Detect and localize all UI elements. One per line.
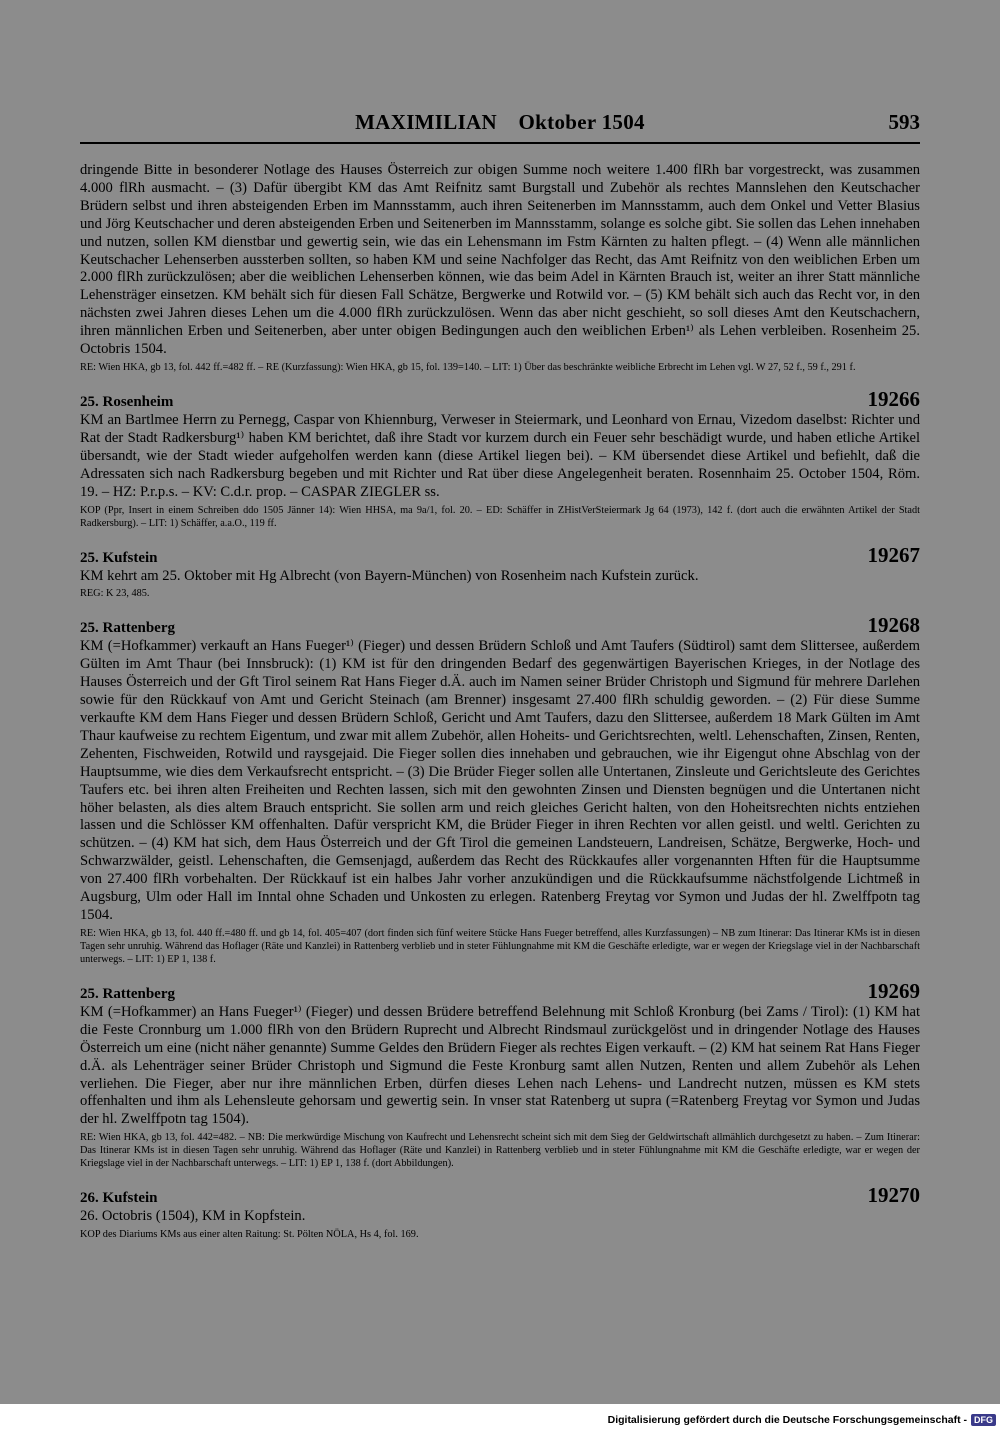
entry-heading xyxy=(80,387,920,412)
entry-heading xyxy=(80,613,920,638)
entry-place: 25. Rattenberg xyxy=(80,985,175,1002)
entry-text: KM (=Hofkammer) verkauft an Hans Fueger¹⁾ (Fieger) und dessen Brüdern Schloß und Amt Taufers (Südtirol) samt dem Slittersee, außerdem Gülten im Amt Thaur (bei Innsbruck): (1) KM ist für den dringenden Bedarf des gegenwärtigen Bayerischen Krieges, in der Notlage des Hauses Österreich und der Gft Tirol seinem Rat Hans Fieger d.Ä. auch im Namen seiner Brüder Christoph und Sigmund für mehrere Darlehen sowie für den Rückkauf von Amt und Gericht Steinach (am Brenner) insgesamt 27.400 flRh schuldig geworden. – (2) Für diese Summe verkaufte KM dem Hans Fieger und dessen Brüdern Schloß, Gericht und Amt Taufers, dazu den Slittersee, außerdem 18 Mark Gülten im Amt Thaur kaufweise zu rechtem Eigentum, und zwar mit allem Zubehör, allen Hoheits- und Gerichtsrechten, weltl. Lehenschaften, Zinsen, Renten, Zehenten, Fischweiden, Rotwild und raysgejaid. Die Fieger sollen dies innehaben und gebrauchen, wie ihr Eigengut ohne Abschlag von der Hauptsumme, wie dies dem Verkaufsrecht entspricht. – (3) Die Brüder Fieger sollen alle Untertanen, Zinsleute und Gerichtsleute des Gerichtes Taufers etc. bei ihren alten Freiheiten und Rechten lassen, sich mit den gewohnten Zinsen und Diensten begnügen und die Untertanen nicht höher belasten, als dies altem Brauch entspricht. Sie sollen arm und reich gleiches Gericht halten, von den Hoheitsrechten nichts entziehen lassen und die Schlösser KM offenhalten. Dafür verspricht KM, die Brüder Fieger in ihren Rechten vor allen geistl. und weltl. Gerichten zu schützen. – (4) KM hat sich, dem Haus Österreich und der Gft Tirol die gemeinen Landsteuern, Landreisen, Schätze, Bergwerke, Hoch- und Schwarzwälder, geistl. Lehenschaften, die Gemsenjagd, außerdem das Recht des Rückkaufes aller vorgenannten Hften für die Hauptsumme von 27.400 flRh vorbehalten. Der Rückkauf ist ein halbes Jahr vorher anzukündigen und die Rückkaufsumme nächstfolgende Lichtmeß in Augsburg, Ulm oder Hall im Inntal ohne Schaden und Unkosten zu erlegen. Ratenberg Freytag vor Symon und Judas der hl. Zwelffpotn tag 1504. xyxy=(80,638,920,923)
intro-continuation xyxy=(80,162,920,374)
intro-note: RE: Wien HKA, gb 13, fol. 442 ff.=482 ff. – RE (Kurzfassung): Wien HKA, gb 15, fol. 139=140. – LIT: 1) Über das beschränkte weibliche Erbrecht im Lehen vgl. W 27, 52 f., 59 f., 291 f. xyxy=(80,361,856,373)
entry-19270 xyxy=(80,1183,920,1241)
page-content xyxy=(80,162,920,1241)
entry-note: RE: Wien HKA, gb 13, fol. 442=482. – NB: Die merkwürdige Mischung von Kaufrecht und Lehensrecht scheint sich mit dem Sieg der Geldwirtschaft allmählich durchgesetzt zu haben. – Zum Itinerar: Das Itinerar KMs ist in diesen Tagen sehr unruhig. Während das Hoflager (Räte und Kanzlei) in Rattenberg verblieb und in steter Fühlungnahme mit KM die Geschäfte erledigte, war er wegen der Kriegslage viel in der Nachbarschaft unterwegs. – LIT: 1) EP 1, 138 f. (dort Abbildungen). xyxy=(80,1132,920,1170)
entry-text: KM (=Hofkammer) an Hans Fueger¹⁾ (Fieger) und dessen Brüdere betreffend Belehnung mit Schloß Kronburg (bei Zams / Tirol): (1) KM hat die Feste Cronnburg um 1.000 flRh von den Brüdern Ruprecht und Albrecht Rindsmaul zurückgelöst und in dringender Notlage des Hauses Österreich um eine (nicht näher genannte) Summe Geldes den Brüdern Fieger als rechtes Eigen verkauft. – (2) KM hat seinem Rat Hans Fieger d.Ä. als Lehenträger seiner Brüder Christoph und Sigmund die Feste Kronburg samt allen Nutzen, Renten und allem Zubehör als Lehen verliehen. Die Fieger, aber nur ihre männlichen Erben, dürfen dieses Lehen nach Lehens- und Landrecht nutzen, müssen es KM stets offenhalten und ihm als Lehensleute gehorsam und gewertig sein. In vnser stat Ratenberg ut supra (=Ratenberg Freytag vor Symon und Judas der hl. Zwelffpotn tag 1504). xyxy=(80,1003,920,1128)
page-number: 593 xyxy=(888,110,920,134)
header-name: MAXIMILIAN xyxy=(355,110,497,134)
entry-19267 xyxy=(80,543,920,601)
entry-note: KOP des Diariums KMs aus einer alten Raitung: St. Pölten NÖLA, Hs 4, fol. 169. xyxy=(80,1229,419,1241)
dfg-logo-icon: DFG xyxy=(971,1414,996,1426)
header-date: Oktober 1504 xyxy=(518,110,645,134)
entry-text: KM an Bartlmee Herrn zu Pernegg, Caspar von Khiennburg, Verweser in Steiermark, und Leonhard von Ernau, Vizedom daselbst: Richter und Rat der Stadt Radkersburg¹⁾ haben KM berichtet, daß ihre Stadt vor kurzem durch ein Feuer sehr beschädigt wurde, und haben etliche Artikel übersandt, wie der Stadt wieder aufgeholfen werden kann (diese Artikel liegen bei). – KM übersendet diese Artikel und befiehlt, daß die Adressaten sich nach Radkersburg begeben und mit Richter und Rat über diese Angelegenheit beraten. Rosennhaim 25. October 1504, Röm. 19. – HZ: P.r.p.s. – KV: C.d.r. prop. – CASPAR ZIEGLER ss. xyxy=(80,411,920,500)
entry-number: 19266 xyxy=(867,386,920,411)
entry-number: 19268 xyxy=(867,613,920,638)
entry-19268 xyxy=(80,613,920,966)
running-header xyxy=(80,110,920,144)
entry-number: 19267 xyxy=(867,542,920,567)
running-title xyxy=(80,110,920,135)
entry-note: KOP (Ppr, Insert in einem Schreiben ddo 1505 Jänner 14): Wien HHSA, ma 9a/1, fol. 20. – ED: Schäffer in ZHistVerSteiermark Jg 64 (1973), 142 f. (dort auch die erwähnten Artikel der Stadt Radkersburg). – LIT: 1) Schäffer, a.a.O., 119 ff. xyxy=(80,504,920,529)
entry-place: 25. Rattenberg xyxy=(80,620,175,637)
entry-number: 19269 xyxy=(867,978,920,1003)
entry-note: REG: K 23, 485. xyxy=(80,588,150,600)
entry-heading xyxy=(80,979,920,1004)
entry-note: RE: Wien HKA, gb 13, fol. 440 ff.=480 ff. und gb 14, fol. 405=407 (dort finden sich fünf weitere Stücke Hans Fueger betreffend, alles Kurzfassungen) – NB zum Itinerar: Das Itinerar KMs ist in diesen Tagen sehr unruhig. Während das Hoflager (Räte und Kanzlei) in Rattenberg verblieb und in steter Fühlungnahme mit KM die Geschäfte erledigte, war er wegen der Kriegslage viel in der Nachbarschaft unterwegs. – LIT: 1) EP 1, 138 f. xyxy=(80,927,920,965)
entry-place: 26. Kufstein xyxy=(80,1190,158,1207)
footer-text: Digitalisierung gefördert durch die Deutsche Forschungsgemeinschaft - xyxy=(607,1414,967,1426)
entry-heading xyxy=(80,543,920,568)
funding-footer xyxy=(608,1414,996,1426)
entry-heading xyxy=(80,1183,920,1208)
entry-place: 25. Rosenheim xyxy=(80,393,174,410)
entry-text: 26. Octobris (1504), KM in Kopfstein. xyxy=(80,1208,306,1225)
entry-19266 xyxy=(80,387,920,530)
intro-text: dringende Bitte in besonderer Notlage des Hauses Österreich zur obigen Summe noch weitere 1.400 flRh bar vorgestreckt, was zusammen 4.000 flRh ausmacht. – (3) Dafür übergibt KM das Amt Reifnitz samt Burgstall und Zubehör als rechtes Mannslehen den Keutschacher Brüdern selbst und ihren absteigenden Erben im Mannsstamm, auch ihren Seitenerben im Mannsstamm, auch dem Onkel und Vetter Blasius und Jörg Keutschacher und deren absteigenden Erben und Seitenerben im Mannsstamm, solange es solche gibt. Sie sollen das Lehen innehaben und nutzen, sollen KM dienstbar und gewertig sein, wie das ein Lehensmann im Fstm Kärnten zu halten pflegt. – (4) Wenn alle männlichen Keutschacher Lehenserben aussterben sollten, so haben KM und seine Nachfolger das Recht, das Amt Reifnitz von den weiblichen Erben um 2.000 flRh zurückzulösen; aber die weiblichen Lehenserben können, wie das beim Adel in Kärnten Brauch ist, weiter an ihrer Statt männliche Lehensträger einsetzen. KM behält sich für diesen Fall Schätze, Bergwerke und Rotwild vor. – (5) KM behält sich auch das Recht vor, in den nächsten zwei Jahren dieses Lehen um die 4.000 flRh zurückzulösen. Wenn das aber nicht geschieht, so soll dieses Amt den Keutschachern, ihren männlichen Erben und Seitenerben, aber unter obigen Bedingungen auch den weiblichen Erben¹⁾ als Lehen verbleiben. Rosenheim 25. Octobris 1504. xyxy=(80,162,920,358)
entry-number: 19270 xyxy=(867,1183,920,1208)
entry-text: KM kehrt am 25. Oktober mit Hg Albrecht (von Bayern-München) von Rosenheim nach Kufstein zurück. xyxy=(80,567,699,584)
entry-place: 25. Kufstein xyxy=(80,549,158,566)
entry-19269 xyxy=(80,979,920,1170)
